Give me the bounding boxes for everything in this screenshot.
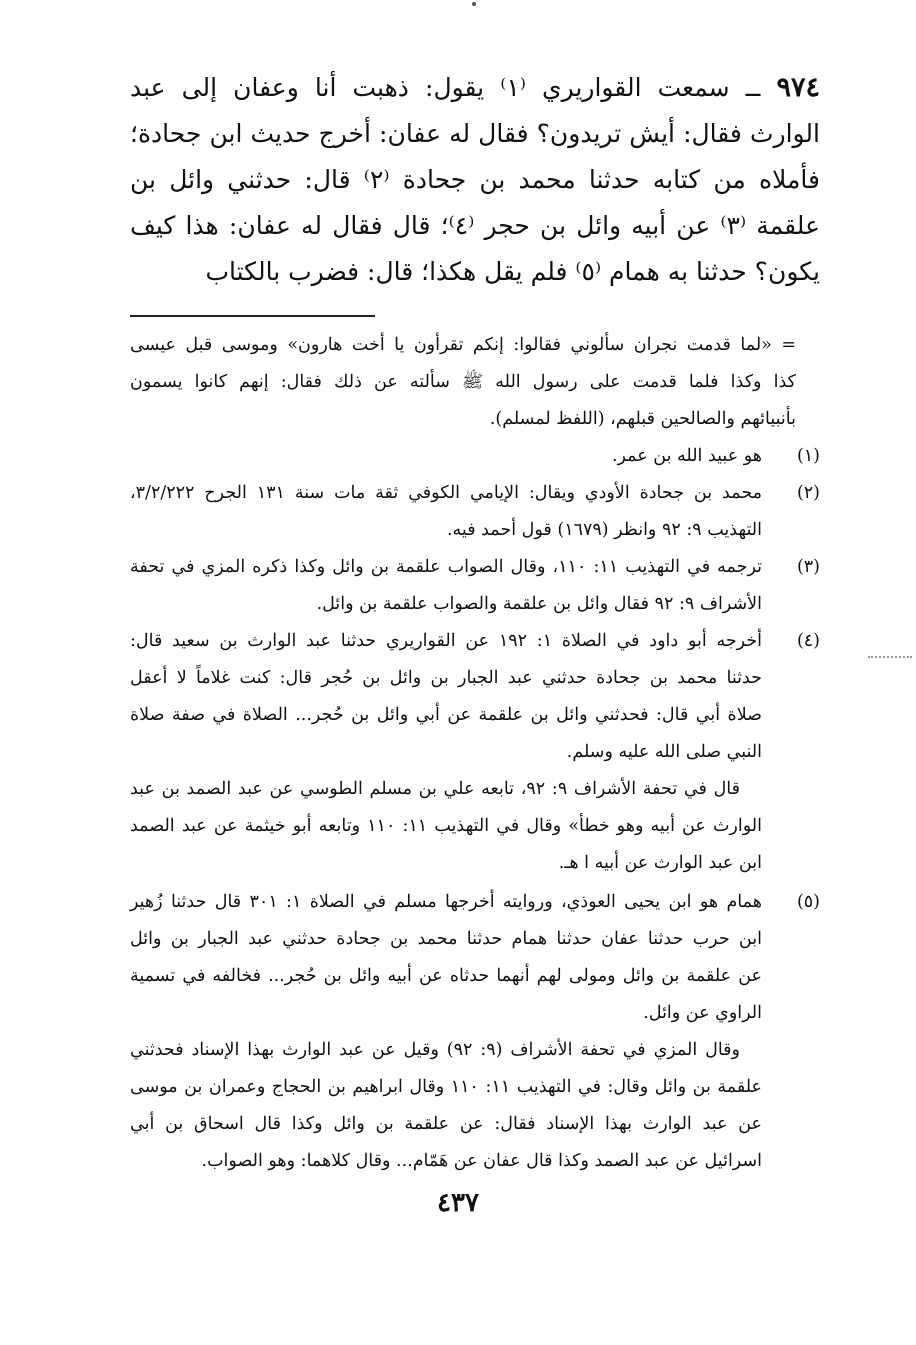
- footnote-line: همام هو ابن يحيى العوذي، وروايته أخرجها مسلم في الصلاة ١: ٣٠١ قال حدثنا زُهير: [130, 892, 762, 912]
- footnote-number: (٢): [796, 483, 820, 503]
- document-page: [130, 65, 820, 1180]
- footnote-line: التهذيب ٩: ٩٢ وانظر (١٦٧٩) قول أحمد فيه.: [446, 520, 762, 540]
- page-number: ٤٣٧: [437, 1188, 479, 1218]
- footnote-5-extra-line: علقمة بن وائل وقال: في التهذيب ١١: ١١٠ وقال ابراهيم بن الحجاج وعمران بن موسى: [130, 1077, 762, 1097]
- margin-mark: [868, 656, 912, 658]
- footnote-number: (٥): [796, 892, 820, 912]
- footnote-line: ترجمه في التهذيب ١١: ١١٠، وقال الصواب علقمة بن وائل وكذا ذكره المزي في تحفة: [130, 557, 762, 577]
- footnote-line: النبي صلى الله عليه وسلم.: [566, 742, 762, 762]
- footnote-2: [130, 475, 820, 549]
- footnote-number: (٣): [796, 557, 820, 577]
- footnote-4: [130, 623, 820, 771]
- footnote-4-extra-line: ابن عبد الوارث عن أبيه ا هـ.: [558, 853, 762, 873]
- footnote-line: الأشراف ٩: ٩٢ فقال وائل بن علقمة والصواب علقمة بن وائل.: [316, 594, 762, 614]
- main-line-5: يكون؟ حدثنا به همام ⁽٥⁾ فلم يقل هكذا؛ قال: فضرب بالكتاب: [205, 257, 820, 286]
- footnote-5-extra-line: وقال المزي في تحفة الأشراف (٩: ٩٢) وقيل عن عبد الوارث بهذا الإسناد فحدثني: [130, 1040, 740, 1060]
- footnote-number: (١): [796, 446, 820, 466]
- footnote-line: الراوي عن وائل.: [643, 1003, 762, 1023]
- footnote-1: [130, 438, 820, 475]
- footnote-3: [130, 549, 820, 623]
- footnote-line: أخرجه أبو داود في الصلاة ١: ١٩٢ عن القواريري حدثنا عبد الوارث بن سعيد قال:: [130, 631, 762, 651]
- footnote-4-extra-line: الوارث عن أبيه وهو خطأ» وقال في التهذيب ١١: ١١٠ وتابعه أبو خيثمة عن عبد الصمد: [130, 816, 762, 836]
- main-line-1: [130, 65, 820, 111]
- continuation-line-2: كذا وكذا فلما قدمت على رسول الله ﷺ سألته عن ذلك فقال: إنهم كانوا يسمون: [130, 372, 796, 392]
- main-line-1-text: ــ سمعت القواريري ⁽١⁾ يقول: ذهبت أنا وعفان إلى عبد: [130, 73, 761, 102]
- footnote-number: (٤): [796, 631, 820, 651]
- footnote-4-extra-line: قال في تحفة الأشراف ٩: ٩٢، تابعه علي بن مسلم الطوسي عن عبد الصمد بن عبد: [130, 779, 740, 799]
- footnotes: [130, 327, 820, 1180]
- footnote-line: ابن حرب حدثنا عفان حدثنا همام حدثنا محمد بن جحادة حدثني عبد الجبار بن وائل: [130, 929, 762, 949]
- footnote-line: عن علقمة بن وائل ومولى لهم أنهما حدثاه عن أبيه وائل بن حُجر... فخالفه في تسمية: [130, 966, 762, 986]
- hadith-number: ٩٧٤: [776, 72, 820, 103]
- footnote-line: حدثنا محمد بن جحادة حدثني عبد الجبار بن وائل بن حُجر قال: كنت غلاماً لا أعقل: [130, 668, 762, 688]
- footnote-5-extra-line: اسرائيل عن عبد الصمد وكذا قال عفان عن هَمّام... وقال كلاهما: وهو الصواب.: [201, 1151, 762, 1171]
- footnote-5: [130, 884, 820, 1032]
- main-line-4: علقمة ⁽٣⁾ عن أبيه وائل بن حجر ⁽٤⁾؛ قال فقال له عفان: هذا كيف: [130, 211, 820, 240]
- main-line-2: الوارث فقال: أيش تريدون؟ فقال له عفان: أخرج حديث ابن جحادة؛: [130, 119, 820, 148]
- scan-speck: [472, 2, 476, 6]
- footnote-line: هو عبيد الله بن عمر.: [611, 446, 762, 466]
- continuation-line-3: بأنبيائهم والصالحين قبلهم، (اللفظ لمسلم).: [489, 409, 796, 429]
- continuation-line-1: = «لما قدمت نجران سألوني فقالوا: إنكم تقرأون يا أخت هارون» وموسى قبل عيسى: [130, 335, 796, 355]
- footnote-line: محمد بن جحادة الأودي ويقال: الإيامي الكوفي ثقة مات سنة ١٣١ الجرح ٣/٢/٢٢٢،: [130, 483, 762, 503]
- main-text: [130, 65, 820, 295]
- main-line-3: فأملاه من كتابه حدثنا محمد بن جحادة ⁽٢⁾ قال: حدثني وائل بن: [130, 165, 820, 194]
- footnote-separator: [130, 315, 375, 317]
- footnote-line: صلاة أبي قال: فحدثني وائل بن علقمة عن أبي وائل بن حُجر... الصلاة في صفة صلاة: [130, 705, 762, 725]
- footnote-5-extra-line: عن عبد الوارث بهذا الإسناد فقال: عن علقمة بن وائل وكذا قال اسحاق بن أبي: [130, 1114, 762, 1134]
